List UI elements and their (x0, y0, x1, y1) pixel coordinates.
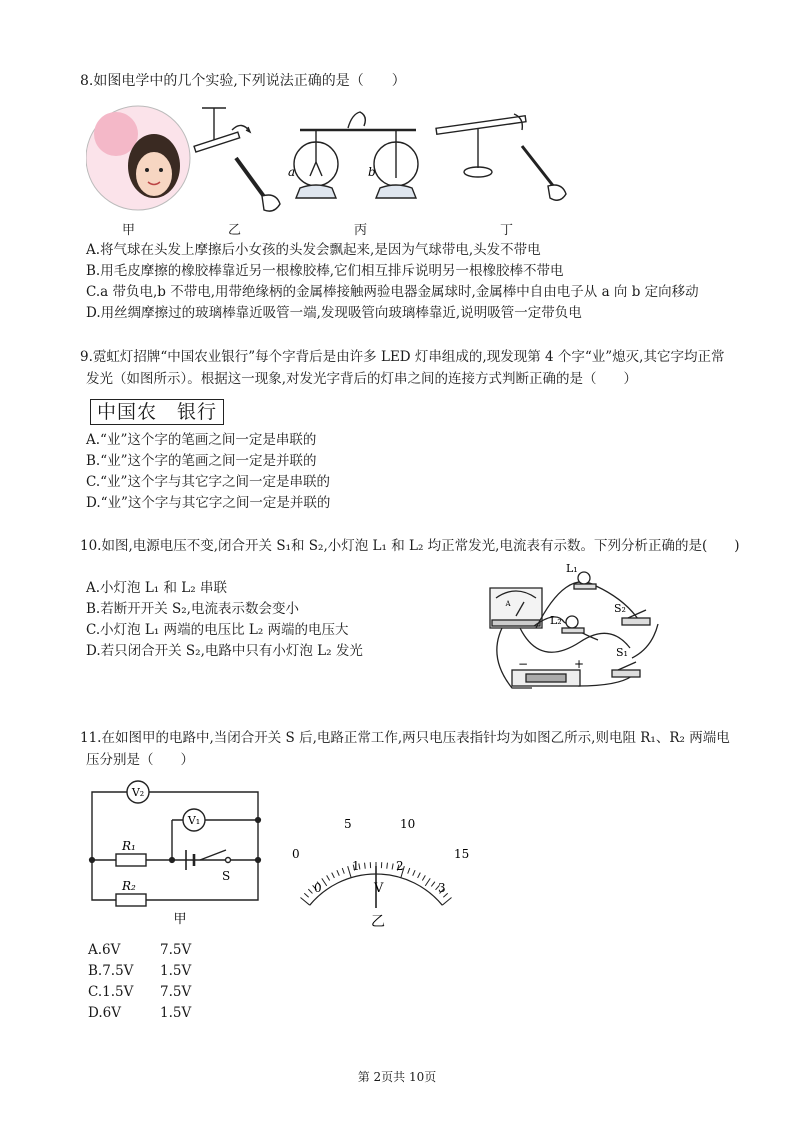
q10-option-c[interactable]: C.小灯泡 L₁ 两端的电压比 L₂ 两端的电压大 (86, 622, 349, 638)
q10-option-a[interactable]: A.小灯泡 L₁ 和 L₂ 串联 (86, 580, 227, 596)
voltmeter-dial (282, 810, 472, 936)
dial-tick (422, 875, 425, 880)
q11-option-a-value: 7.5V (160, 942, 192, 958)
q11-option-b-label: B.7.5V (88, 963, 134, 979)
q8-stem: 8.如图电学中的几个实验,下列说法正确的是（ ） (80, 73, 406, 89)
q8-label-jia: 甲 (122, 223, 136, 238)
q11-stem-line1: 11.在如图甲的电路中,当闭合开关 S 后,电路正常工作,两只电压表指针均为如图乙所示,则电阻 R₁、R₂ 两端电 (80, 730, 730, 746)
q8-label-yi: 乙 (228, 223, 242, 238)
q9-option-d[interactable]: D.“业”这个字与其它字之间一定是并联的 (86, 495, 331, 511)
electroscopes-figure (294, 112, 418, 198)
dial-tick (387, 863, 388, 869)
battery-minus-label: − (518, 657, 529, 671)
q10-circuit-figure (482, 558, 672, 692)
dial-tick (442, 898, 451, 906)
v2-meter-label: V₂ (131, 786, 145, 799)
v1-meter-label: V₁ (187, 814, 201, 827)
q10-options (86, 578, 363, 662)
dial-tick (322, 878, 327, 885)
q11-option-b[interactable] (88, 961, 191, 982)
q10-option-b[interactable]: B.若断开开关 S₂,电流表示数会变小 (86, 601, 299, 617)
q10-s2-label: S₂ (614, 602, 626, 615)
page-footer: 第 2页共 10页 (357, 1070, 437, 1084)
dial-tick (308, 889, 312, 893)
top-scale-0: 0 (292, 847, 300, 861)
q11-option-c[interactable] (88, 982, 191, 1003)
q10-l2-label: L₂ (550, 614, 562, 627)
q9-options (86, 430, 330, 514)
dial-tick (304, 893, 308, 897)
rod-suspension-figure (194, 108, 280, 211)
q10-option-d[interactable]: D.若只闭合开关 S₂,电路中只有小灯泡 L₂ 发光 (86, 643, 363, 659)
q11-option-c-label: C.1.5V (88, 984, 134, 1000)
q11-option-d-value: 1.5V (160, 1005, 192, 1021)
q10-l1-label: L₁ (566, 562, 578, 575)
q11-option-d[interactable] (88, 1003, 191, 1024)
dial-tick (337, 870, 339, 876)
top-scale-5: 5 (344, 817, 352, 831)
q11-option-c-value: 7.5V (160, 984, 192, 1000)
battery-plus-label: + (574, 657, 585, 671)
q8-options (86, 240, 699, 324)
q9-stem-line2: 发光（如图所示）。根据这一现象,对发光字背后的灯串之间的连接方式判断正确的是（ ） (86, 371, 638, 387)
q11-stem-line2: 压分别是（ ） (86, 752, 194, 768)
q11-option-d-label: D.6V (88, 1005, 121, 1021)
dial-tick (332, 873, 335, 878)
dial-tick (342, 868, 344, 874)
q11-option-a-label: A.6V (88, 942, 121, 958)
voltmeter-unit: V (374, 881, 384, 896)
q8-option-d[interactable]: D.用丝绸摩擦过的玻璃棒靠近吸管一端,发现吸管向玻璃棒靠近,说明吸管一定带负电 (86, 305, 582, 321)
top-scale-15: 15 (454, 847, 470, 861)
dial-tick (408, 868, 410, 874)
q8-label-bing: 丙 (354, 223, 368, 238)
switch-s-label: S (222, 869, 231, 883)
bottom-scale-2: 2 (396, 859, 404, 873)
q10-stem: 10.如图,电源电压不变,闭合开关 S₁和 S₂,小灯泡 L₁ 和 L₂ 均正常发光,电流表有示数。下列分析正确的是( ) (80, 538, 740, 554)
dial-tick (418, 873, 421, 878)
r1-label: R₁ (122, 839, 136, 853)
top-scale-10: 10 (400, 817, 416, 831)
q11-circuit-figure (80, 780, 270, 930)
electroscope-b-label: b (368, 165, 376, 179)
dial-tick (365, 863, 366, 869)
q9-stem-line1: 9.霓虹灯招牌“中国农业银行”每个字背后是由许多 LED 灯串组成的,现发现第 4 个字“业”熄灭,其它字均正常 (80, 349, 725, 365)
dial-tick (348, 866, 351, 877)
bottom-scale-0: 0 (314, 881, 322, 895)
r2-label: R₂ (122, 879, 136, 893)
neon-sign: 中国农 银行 (90, 399, 224, 425)
straw-figure (436, 114, 566, 200)
q8-option-a[interactable]: A.将气球在头发上摩擦后小女孩的头发会飘起来,是因为气球带电,头发不带电 (86, 242, 541, 258)
girl-balloon-figure (86, 106, 190, 210)
q10-s1-label: S₁ (616, 646, 628, 659)
q11-options (88, 940, 191, 1024)
q8-label-ding: 丁 (500, 223, 514, 238)
dial-tick (300, 898, 309, 906)
dial-tick (392, 864, 393, 870)
q11-caption-yi: 乙 (371, 914, 385, 930)
q11-caption-jia: 甲 (173, 912, 187, 927)
dial-tick (425, 878, 430, 885)
q11-option-b-value: 1.5V (160, 963, 192, 979)
q9-option-a[interactable]: A.“业”这个字的笔画之间一定是串联的 (86, 432, 317, 448)
q8-option-c[interactable]: C.a 带负电,b 不带电,用带绝缘柄的金属棒接触两验电器金属球时,金属棒中自由电子从 a 向 b 定向移动 (86, 284, 699, 300)
dial-tick (413, 870, 415, 876)
electroscope-a-label: a (288, 165, 296, 179)
dial-tick (327, 875, 330, 880)
q8-figures (86, 100, 606, 218)
dial-tick (431, 882, 435, 887)
q9-option-c[interactable]: C.“业”这个字与其它字之间一定是串联的 (86, 474, 330, 490)
bottom-scale-1: 1 (352, 859, 360, 873)
bottom-scale-3: 3 (438, 881, 446, 895)
q9-option-b[interactable]: B.“业”这个字的笔画之间一定是并联的 (86, 453, 317, 469)
ammeter-letter: A (505, 600, 511, 608)
q8-option-b[interactable]: B.用毛皮摩擦的橡胶棒靠近另一根橡胶棒,它们相互排斥说明另一根橡胶棒不带电 (86, 263, 564, 279)
q11-option-a[interactable] (88, 940, 191, 961)
